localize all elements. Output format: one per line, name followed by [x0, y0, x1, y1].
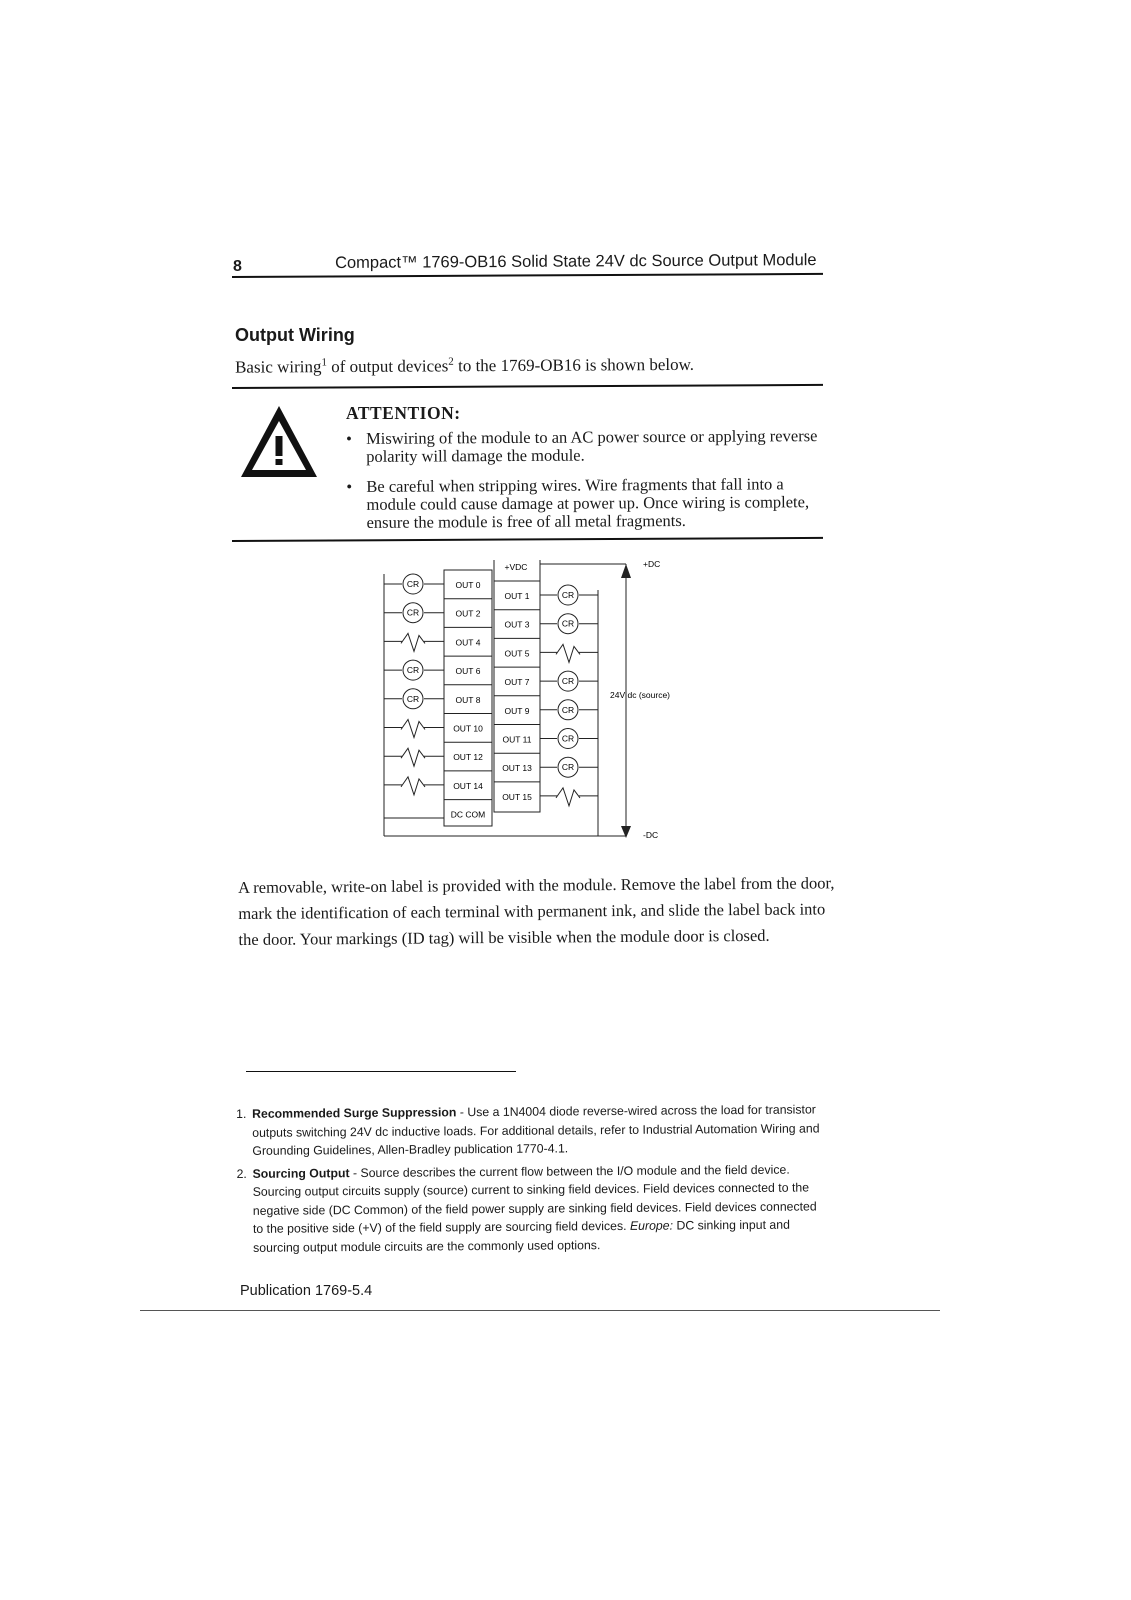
supply-voltage-label: 24V dc (source) — [610, 690, 670, 700]
right-device-relay-label: CR — [561, 676, 575, 687]
terminal-label-right: OUT 13 — [502, 763, 532, 774]
plus-dc-label: +DC — [643, 560, 661, 569]
left-device-relay-label: CR — [406, 665, 420, 676]
attention-bullet: • Be careful when stripping wires. Wire fragments that fall into a module could cause damage at power up. Once wiring is complete, ensure the module is free of all metal fragments. — [346, 475, 836, 532]
terminal-label-right: OUT 11 — [502, 734, 532, 745]
right-device-relay-label: CR — [561, 590, 575, 600]
terminal-label-right: OUT 3 — [504, 619, 530, 630]
left-device-relay-label: CR — [406, 693, 420, 704]
attention-bullet: • Miswiring of the module to an AC power source or applying reverse polarity will damage the module. — [346, 427, 836, 466]
terminal-label-left: OUT 10 — [453, 723, 483, 734]
right-device-relay-label: CR — [561, 733, 575, 744]
terminal-label-left: OUT 8 — [455, 694, 481, 705]
publication-number: Publication 1769-5.4 — [240, 1283, 373, 1299]
running-header-title: Compact™ 1769-OB16 Solid State 24V dc Source Output Module — [335, 251, 817, 272]
right-device-relay-label: CR — [561, 704, 575, 715]
page-bottom-edge — [140, 1310, 940, 1311]
label-instructions-paragraph: A removable, write-on label is provided with the module. Remove the label from the door, mark the identification of each terminal with permanent ink, and slide the label back into the door. Your markings (ID tag) will be visible when the module door is closed. — [238, 873, 835, 949]
terminal-label-left: OUT 4 — [455, 637, 481, 648]
footnote-1: 1. Recommended Surge Suppression - Use a 1N4004 diode reverse-wired across the load for transistor outputs switching 24V dc inductive loads. For additional details, refer to Industrial Automation Wiring and Grounding Guidelines, Allen-Bradley publication 1770-4.1. — [236, 1102, 820, 1158]
page-number: 8 — [233, 258, 242, 275]
terminal-label-right: OUT 7 — [504, 677, 530, 688]
terminal-label-left: OUT 12 — [453, 752, 483, 763]
footnotes — [236, 1100, 827, 1261]
terminal-label-left: OUT 2 — [455, 608, 481, 619]
attention-title: ATTENTION: — [346, 403, 461, 423]
wiring-diagram — [380, 560, 700, 860]
terminal-label-right: OUT 5 — [504, 648, 530, 659]
footnote-separator — [246, 1071, 516, 1072]
footnote-2: 2. Sourcing Output - Source describes the current flow between the I/O module and the field device. Sourcing output circuits supply (source) current to sinking field devices. Field devices connected to the negative side (DC Common) of the field power supply are sinking field devices. Field devices connected to the positive side (+V) of the field supply are sourcing field devices. Europe: DC sinking input and sourcing output module circuits are the commonly used options. — [236, 1162, 817, 1255]
left-device-resistive-load — [401, 777, 425, 795]
terminal-label-left: OUT 6 — [455, 666, 481, 677]
vdc-label: +VDC — [504, 562, 528, 572]
intro-sentence: Basic wiring$^1$ of output devices$^2$ to the 1769-OB16 is shown below. — [235, 354, 695, 377]
terminal-label-right: OUT 9 — [504, 705, 530, 716]
right-device-resistive-load — [556, 788, 580, 806]
left-device-relay-label: CR — [406, 579, 420, 589]
attention-bullet-list — [346, 427, 837, 544]
right-device-resistive-load — [556, 644, 580, 662]
terminal-label-right: OUT 1 — [504, 591, 530, 601]
terminal-label-right: OUT 15 — [502, 791, 532, 802]
terminal-label-left: DC COM — [450, 809, 486, 820]
terminal-label-left: OUT 0 — [455, 580, 481, 590]
terminal-label-left: OUT 14 — [453, 780, 483, 791]
attention-top-rule — [232, 384, 823, 389]
right-device-relay-label: CR — [561, 618, 575, 629]
minus-dc-label: -DC — [643, 830, 659, 840]
header-rule — [232, 273, 823, 278]
left-device-resistive-load — [401, 633, 425, 651]
left-device-relay-label: CR — [406, 607, 420, 618]
right-device-relay-label: CR — [561, 762, 575, 773]
left-device-resistive-load — [401, 720, 425, 738]
section-title: Output Wiring — [235, 325, 355, 345]
left-device-resistive-load — [401, 748, 425, 766]
warning-triangle-icon — [238, 403, 320, 481]
